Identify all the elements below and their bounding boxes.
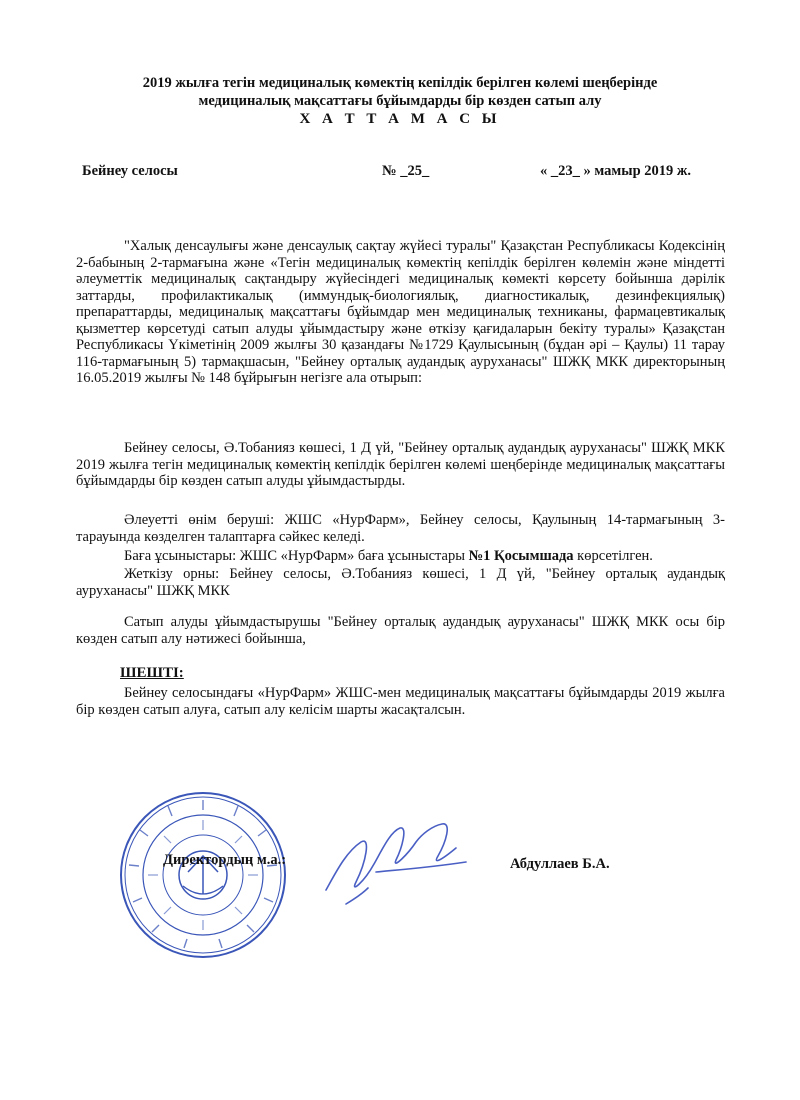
document-title: Х А Т Т А М А С Ы [299, 111, 501, 127]
paragraph-organizer: Бейнеу селосы, Ә.Тобанияз көшесі, 1 Д үй, "Бейнеу орталық аудандық ауруханасы" ШЖҚ МКК 2019 жылға тегін медициналық көмектің кепілдік берілген көлемі шеңберінде медициналық мақсаттағы бұйымдарды бір көзден сатып алуды ұйымдастырды. [76, 440, 725, 489]
paragraph-supplier: Әлеуетті өнім беруші: ЖШС «НурФарм», Бейнеу селосы, Қаулының 14-тармағының 3-тарауында көзделген талаптарға сәйкес келеді. [76, 512, 725, 545]
title-line-1: 2019 жылға тегін медициналық көмектің кепілдік берілген көлемі шеңберінде [142, 75, 658, 91]
prices-text: Баға ұсыныстары: ЖШС «НурФарм» баға ұсыныстары [124, 548, 469, 564]
document-date: « _23_ » мамыр 2019 ж. [540, 163, 692, 179]
paragraph-basis: "Халық денсаулығы және денсаулық сақтау жүйесі туралы" Қазақстан Республикасы Кодексінің 2-бабының 2-тармағына және «Тегін медициналық көмектің кепілдік берілген көлемін және міндетті әлеуметтік медициналық сақтандыру жүйесіндегі медициналық көмекті көрсету бойынша дәрілік заттарды, профилактикалық (иммундық-биологиялық, диагностикалық, дезинфекциялық) препараттарды, медициналық мақсаттағы бұйымдар мен медициналық техниканы, фармацевтикалық қызметтер көрсетуді сатып алуды ұйымдастыру және өткізу қағидаларын бекіту туралы» Қазақстан Республикасы Үкіметінің 2009 жылғы 30 қазандағы №1729 Қаулысының (бұдан әрі – Қаулы) 11 тарау 116-тармағының 5) тармақшасын, "Бейнеу орталық аудандық ауруханасы" ШЖҚ МКК директорының 16.05.2019 жылғы № 148 бұйрығын негізге ала отырып: [76, 238, 725, 386]
prices-annex: №1 Қосымшада [468, 548, 574, 564]
place: Бейнеу селосы [82, 163, 178, 179]
document-number: № _25_ [382, 163, 430, 179]
title-line-2: медициналық мақсаттағы бұйымдарды бір көзден сатып алу [198, 93, 602, 109]
paragraph-prices [76, 548, 725, 565]
paragraph-delivery: Жеткізу орны: Бейнеу селосы, Ә.Тобанияз көшесі, 1 Д үй, "Бейнеу орталық аудандық ауруханасы" ШЖҚ МКК [76, 566, 725, 599]
handwritten-signature [316, 812, 476, 912]
paragraph-result: Сатып алуды ұйымдастырушы "Бейнеу орталық аудандық ауруханасы" ШЖҚ МКК осы бір көзден сатып алу нәтижесі бойынша, [76, 614, 725, 647]
signatory-name: Абдуллаев Б.А. [510, 856, 610, 872]
signature-label: Директордың м.а.: [163, 852, 287, 868]
prices-text-end: көрсетілген. [573, 548, 653, 564]
paragraph-decision: Бейнеу селосындағы «НурФарм» ЖШС-мен медициналық мақсаттағы бұйымдарды 2019 жылға бір көзден сатып алуға, сатып алу келісім шарты жасақталсын. [76, 685, 725, 718]
official-seal [118, 790, 288, 960]
resolve-heading: ШЕШТІ: [120, 665, 184, 681]
